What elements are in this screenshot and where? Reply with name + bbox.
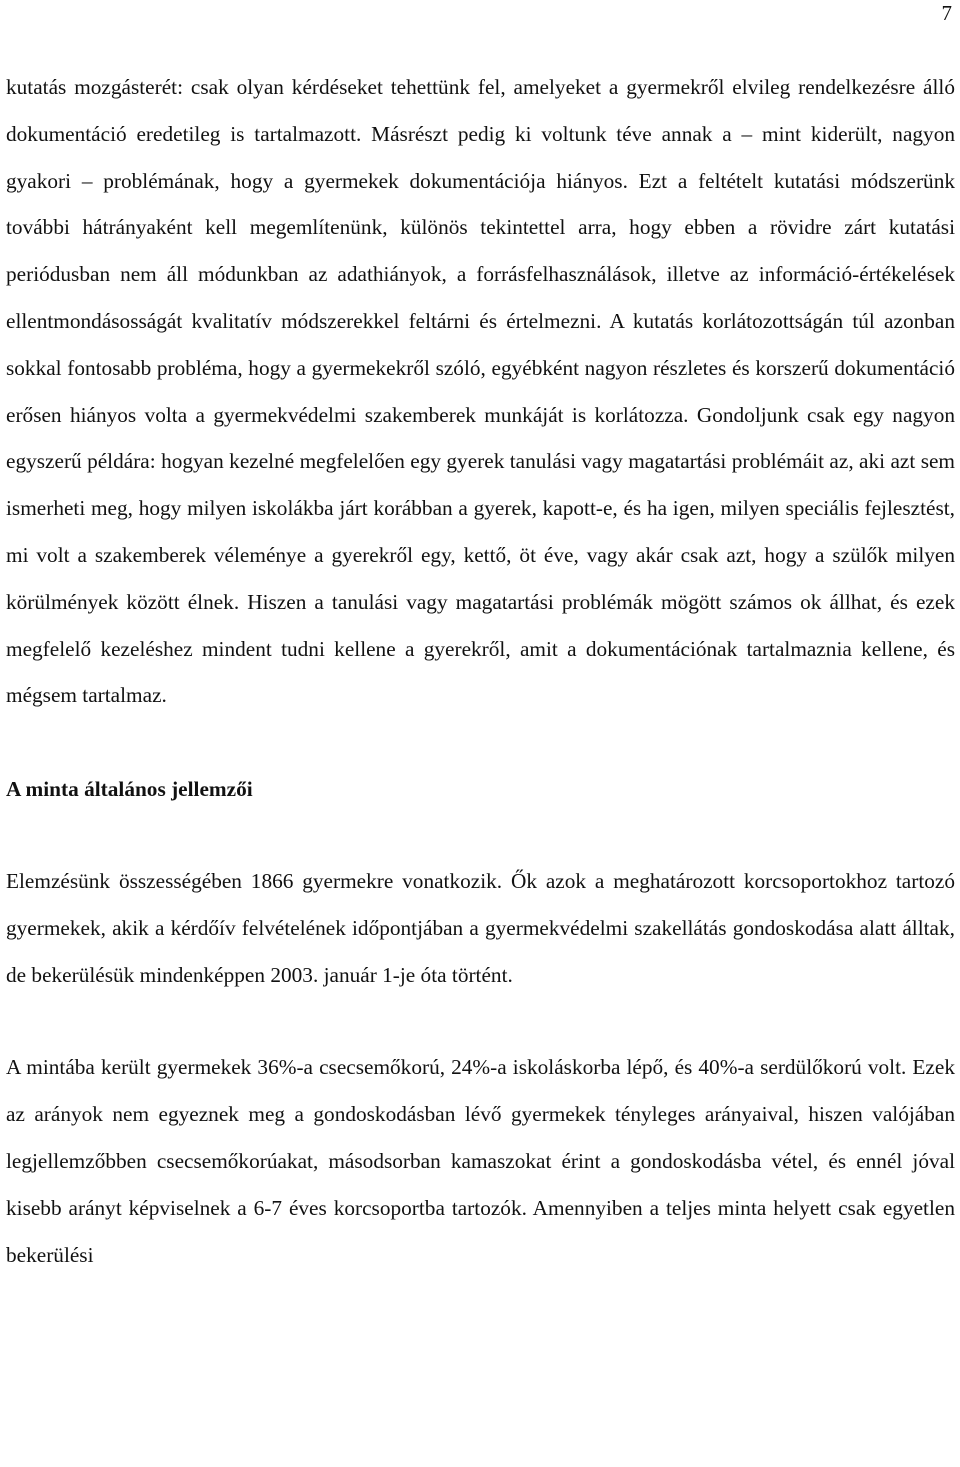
spacer — [6, 719, 955, 766]
body-paragraph: A mintába került gyermekek 36%-a csecsemőkorú, 24%-a iskoláskorba lépő, és 40%-a serdülőkorú volt. Ezek az arányok nem egyeznek meg a gondoskodásban lévő gyermekek tényleges arányaival, hiszen valójában legjellemzőbben csecsemőkorúakat, másodsorban kamaszokat érint a gondoskodásba vétel, és ennél jóval kisebb arányt képviselnek a 6-7 éves korcsoportba tartozók. Amennyiben a teljes minta helyett csak egyetlen bekerülési — [6, 1055, 955, 1267]
section-heading: A minta általános jellemzői — [6, 777, 253, 802]
page-number: 7 — [941, 1, 952, 25]
body-paragraph: kutatás mozgásterét: csak olyan kérdéseket tehettünk fel, amelyeket a gyermekről elvileg rendelkezésre álló dokumentáció eredetileg is tartalmazott. Másrészt pedig ki voltunk téve annak a – mint kiderült, nagyon gyakori – problémának, hogy a gyermekek dokumentációja hiányos. Ezt a feltételt kutatási módszerünk további hátrányaként kell megemlítenünk, különös tekintettel arra, hogy ebben a rövidre zárt kutatási periódusban nem áll módunkban az adathiányok, a forrásfelhasználások, illetve az információ-értékelések ellentmondásosságát kvalitatív módszerekkel feltárni és értelmezni. A kutatás korlátozottságán túl azonban sokkal fontosabb probléma, hogy a gyermekekről szóló, egyébként nagyon részletes és korszerű dokumentáció erősen hiányos volta a gyermekvédelmi szakemberek munkáját is korlátozza. Gondoljunk csak egy nagyon egyszerű példára: hogyan kezelné megfelelően egy gyerek tanulási vagy magatartási problémáit az, aki azt sem ismerheti meg, hogy milyen iskolákba járt korábban a gyerek, kapott-e, és ha igen, milyen speciális fejlesztést, mi volt a szakemberek véleménye a gyerekről egy, kettő, öt éve, vagy akár csak azt, hogy a szülők milyen körülmények között élnek. Hiszen a tanulási vagy magatartási problémák mögött számos ok állhat, és ezek megfelelő kezeléshez mindent tudni kellene a gyerekről, amit a dokumentációnak tartalmaznia kellene, és mégsem tartalmaz. — [6, 75, 955, 708]
spacer — [6, 998, 955, 1044]
body-paragraph: Elemzésünk összességében 1866 gyermekre vonatkozik. Ők azok a meghatározott korcsoportokhoz tartozó gyermekek, akik a kérdőív felvételének időpontjában a gyermekvédelmi szakellátás gondoskodása alatt álltak, de bekerülésük mindenképpen 2003. január 1-je óta történt. — [6, 868, 955, 987]
spacer — [6, 813, 955, 858]
document-body — [6, 64, 955, 1278]
